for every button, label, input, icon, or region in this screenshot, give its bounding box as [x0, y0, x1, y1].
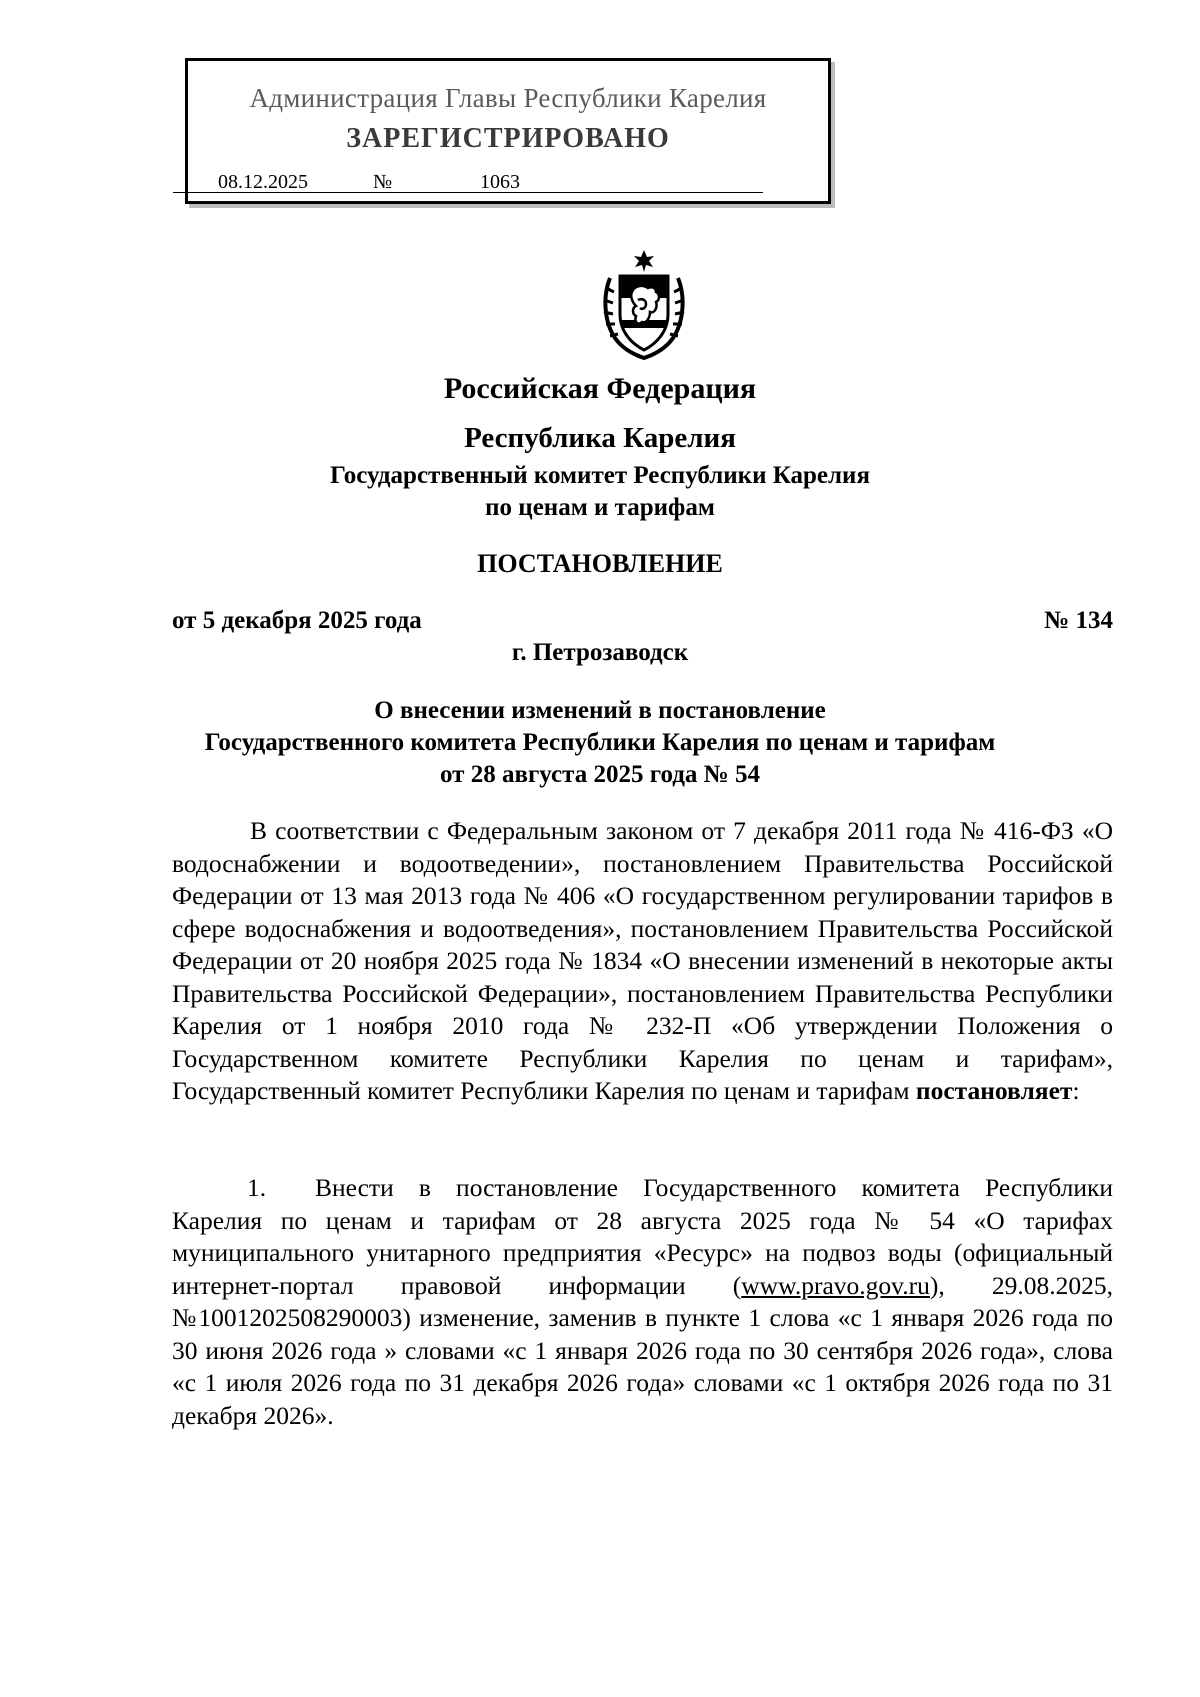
document-title-line3: от 28 августа 2025 года № 54 — [440, 761, 760, 788]
preamble-text: В соответствии с Федеральным законом от 7 декабря 2011 года № 416-ФЗ «О водоснабжении и водоотведении», постановлением Правительства Российской Федерации от 13 мая 2013 года № 406 «О государственном регулировании тарифов в сфере водоснабжения и водоотведения», постановлением Правительства Российской Федерации от 20 ноября 2025 года № 1834 «О внесении изменений в некоторые акты Правительства Российской Федерации», постановлением Правительства Республики Карелия от 1 ноября 2010 года № 232-П «Об утверждении Положения о Государственном комитете Республики Карелия по ценам и тарифам», Государственный комитет Республики Карелия по ценам и тарифам — [172, 816, 1113, 1105]
document-type: ПОСТАНОВЛЕНИЕ — [477, 549, 723, 578]
document-city: г. Петрозаводск — [511, 639, 689, 666]
stamp-organization: Администрация Главы Республики Карелия — [249, 83, 767, 113]
item-1-text-b: ), 29.08.2025, №1001202508290003) изменение, заменив в пункте 1 слова «с 1 января 2026 года по 30 июня 2026 года » словами «с 1 января 2026 года по 30 сентября 2026 года», слова «с 1 июля 2026 года по 31 декабря 2026 года» словами «с 1 октября 2026 года по 31 декабря 2026». — [172, 1270, 1113, 1430]
stamp-number: 1063 — [480, 171, 520, 193]
header-committee-line1: Государственный комитет Республики Карелия — [330, 462, 870, 489]
document-title-line1: О внесении изменений в постановление — [374, 697, 826, 724]
document-title-line2: Государственного комитета Республики Карелия по ценам и тарифам — [204, 729, 996, 756]
karelia-coat-of-arms-icon — [598, 248, 690, 360]
stamp-number-sign: № — [373, 171, 393, 193]
date-number-line — [172, 607, 1113, 635]
document-number: № 134 — [1044, 607, 1113, 634]
item-1-number: 1. — [247, 1173, 267, 1202]
registration-stamp — [185, 58, 831, 204]
preamble-paragraph — [172, 815, 1113, 1108]
header-republic: Республика Карелия — [464, 422, 736, 454]
header-federation: Российская Федерация — [443, 372, 757, 405]
stamp-status: ЗАРЕГИСТРИРОВАНО — [346, 123, 670, 154]
preamble-operative-word: постановляет — [915, 1076, 1073, 1105]
header-committee-line2: по ценам и тарифам — [485, 494, 715, 521]
item-1-paragraph — [172, 1172, 1113, 1432]
document-date: от 5 декабря 2025 года — [172, 607, 422, 634]
pravo-link[interactable]: www.pravo.gov.ru — [741, 1270, 930, 1300]
item-1-text-a: Внести в постановление Государственного комитета Республики Карелия по ценам и тарифам от 28 августа 2025 года № 54 «О тарифах муниципального унитарного предприятия «Ресурс» на подвоз воды (официальный интернет-портал правовой информации ( — [172, 1173, 1113, 1300]
stamp-date: 08.12.2025 — [218, 171, 308, 193]
preamble-end: : — [1072, 1076, 1080, 1105]
